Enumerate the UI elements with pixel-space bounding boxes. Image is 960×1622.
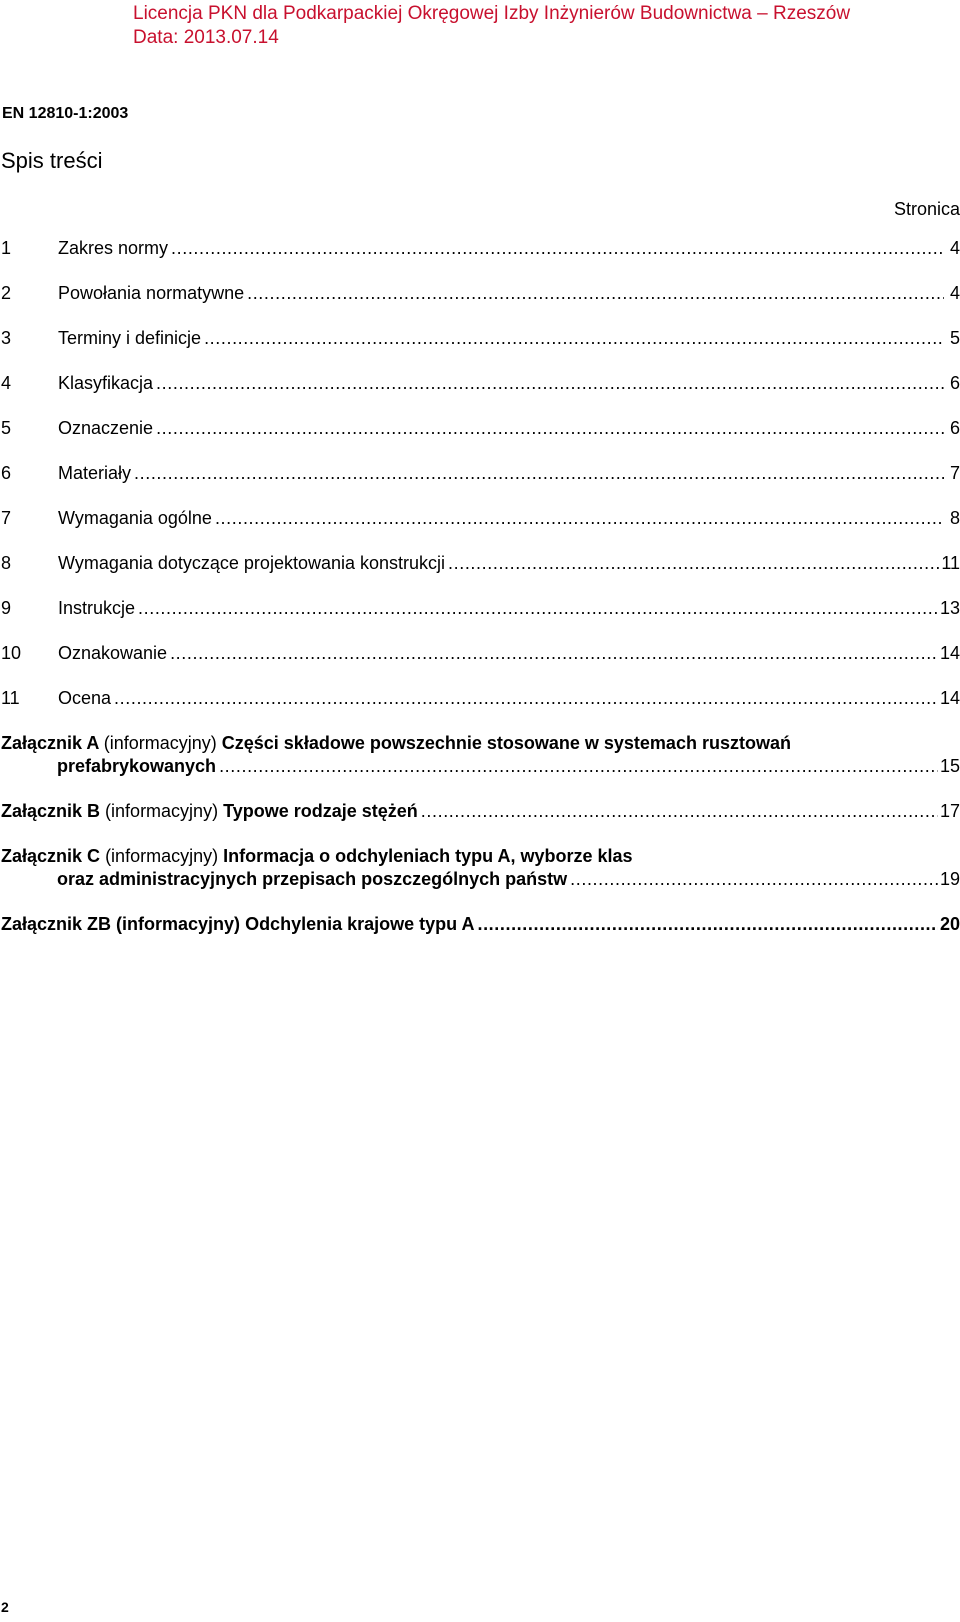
- toc-entry-page: 14: [939, 643, 960, 663]
- dot-leader: [247, 282, 944, 305]
- toc-entry-number: 4: [1, 373, 12, 393]
- toc-entry-page: 20: [939, 914, 960, 934]
- toc-entry-number: 5: [1, 418, 12, 438]
- annex-type: (informacyjny): [105, 846, 219, 866]
- annex-label: Załącznik A: [1, 733, 99, 753]
- toc-entry-number: 2: [1, 283, 12, 303]
- annex-label: Załącznik ZB: [1, 914, 112, 934]
- toc-entry-title: Terminy i definicje: [58, 328, 202, 348]
- standard-code: EN 12810-1:2003: [2, 105, 129, 122]
- toc-entry-title: Wymagania ogólne: [58, 508, 212, 528]
- toc-entry-number: 1: [1, 238, 12, 258]
- annex-title: Typowe rodzaje stężeń: [223, 801, 418, 821]
- toc-entry-number: 11: [1, 688, 20, 708]
- toc-entry-page: 15: [939, 756, 960, 776]
- toc-entry-page: 19: [939, 869, 960, 889]
- toc-entry-page: 4: [949, 283, 960, 303]
- dot-leader: [171, 237, 944, 260]
- toc-entry-number: 6: [1, 463, 12, 483]
- dot-leader: [170, 642, 938, 665]
- toc-entry[interactable]: [0, 597, 960, 620]
- dot-leader: [219, 755, 938, 778]
- license-line-1: Licencja PKN dla Podkarpackiej Okręgowej Izby Inżynierów Budownictwa – Rzeszów: [133, 3, 851, 24]
- dot-leader: [114, 687, 938, 710]
- toc-entry-title: Materiały: [58, 463, 132, 483]
- annex-type: (informacyjny): [103, 733, 217, 753]
- annex-label: Załącznik B: [1, 801, 101, 821]
- toc-entry-page: 14: [939, 688, 960, 708]
- toc-entry[interactable]: [0, 282, 960, 305]
- toc-title: Spis treści: [1, 148, 103, 173]
- toc-entry-page: 17: [939, 801, 960, 821]
- toc-entry-title: Klasyfikacja: [58, 373, 154, 393]
- license-notice: [133, 2, 850, 50]
- toc-annex-entry[interactable]: [0, 913, 960, 936]
- annex-type: (informacyjny): [105, 801, 219, 821]
- toc-entry[interactable]: [0, 237, 960, 260]
- dot-leader: [215, 507, 944, 530]
- toc-entry[interactable]: [0, 507, 960, 530]
- toc-entry-title: Instrukcje: [58, 598, 136, 618]
- toc-annex-entry[interactable]: [0, 732, 960, 778]
- toc-entry[interactable]: [0, 642, 960, 665]
- toc-entry-page: 5: [949, 328, 960, 348]
- toc-entry-page: 8: [949, 508, 960, 528]
- toc-entry-title: Oznaczenie: [58, 418, 154, 438]
- annex-title-continued: oraz administracyjnych przepisach poszczególnych państw: [57, 869, 568, 889]
- toc-entry-title: Oznakowanie: [58, 643, 168, 663]
- page-column-label: Stronica: [893, 199, 960, 219]
- dot-leader: [156, 372, 944, 395]
- toc-entry-number: 9: [1, 598, 12, 618]
- toc-entry-page: 11: [941, 553, 960, 573]
- toc-entry-page: 13: [939, 598, 960, 618]
- annex-type: (informacyjny): [116, 914, 241, 934]
- dot-leader: [138, 597, 938, 620]
- toc-entry-number: 3: [1, 328, 12, 348]
- page-number: 2: [1, 1599, 9, 1615]
- toc-entry-page: 6: [949, 373, 960, 393]
- dot-leader: [134, 462, 944, 485]
- toc-entry-number: 7: [1, 508, 12, 528]
- toc-entry[interactable]: [0, 417, 960, 440]
- toc-entry-title: Ocena: [58, 688, 112, 708]
- toc-entry-number: 10: [1, 643, 22, 663]
- toc-entry-page: 4: [949, 238, 960, 258]
- toc-entry[interactable]: [0, 372, 960, 395]
- annex-title: Odchylenia krajowe typu A: [245, 914, 475, 934]
- annex-title-continued: prefabrykowanych: [57, 756, 217, 776]
- annex-label: Załącznik C: [1, 846, 101, 866]
- toc-entry-number: 8: [1, 553, 12, 573]
- toc-entry-title: Zakres normy: [58, 238, 169, 258]
- toc-entry[interactable]: [0, 552, 960, 575]
- toc-entry[interactable]: [0, 687, 960, 710]
- toc-entry-title: Powołania normatywne: [58, 283, 245, 303]
- dot-leader: [156, 417, 944, 440]
- license-date: Data: 2013.07.14: [133, 27, 279, 48]
- toc-entry[interactable]: [0, 462, 960, 485]
- toc-annex-entry[interactable]: [0, 800, 960, 823]
- dot-leader: [448, 552, 939, 575]
- annex-title: Informacja o odchyleniach typu A, wyborze klas: [223, 846, 633, 866]
- dot-leader: [204, 327, 944, 350]
- dot-leader: [477, 913, 938, 936]
- toc-annex-entry[interactable]: [0, 845, 960, 891]
- dot-leader: [421, 800, 938, 823]
- annex-title: Części składowe powszechnie stosowane w systemach rusztowań: [221, 733, 791, 753]
- toc-entry-title: Wymagania dotyczące projektowania konstrukcji: [58, 553, 446, 573]
- toc-entry-page: 7: [949, 463, 960, 483]
- dot-leader: [570, 868, 938, 891]
- toc-entry[interactable]: [0, 327, 960, 350]
- toc-entry-page: 6: [949, 418, 960, 438]
